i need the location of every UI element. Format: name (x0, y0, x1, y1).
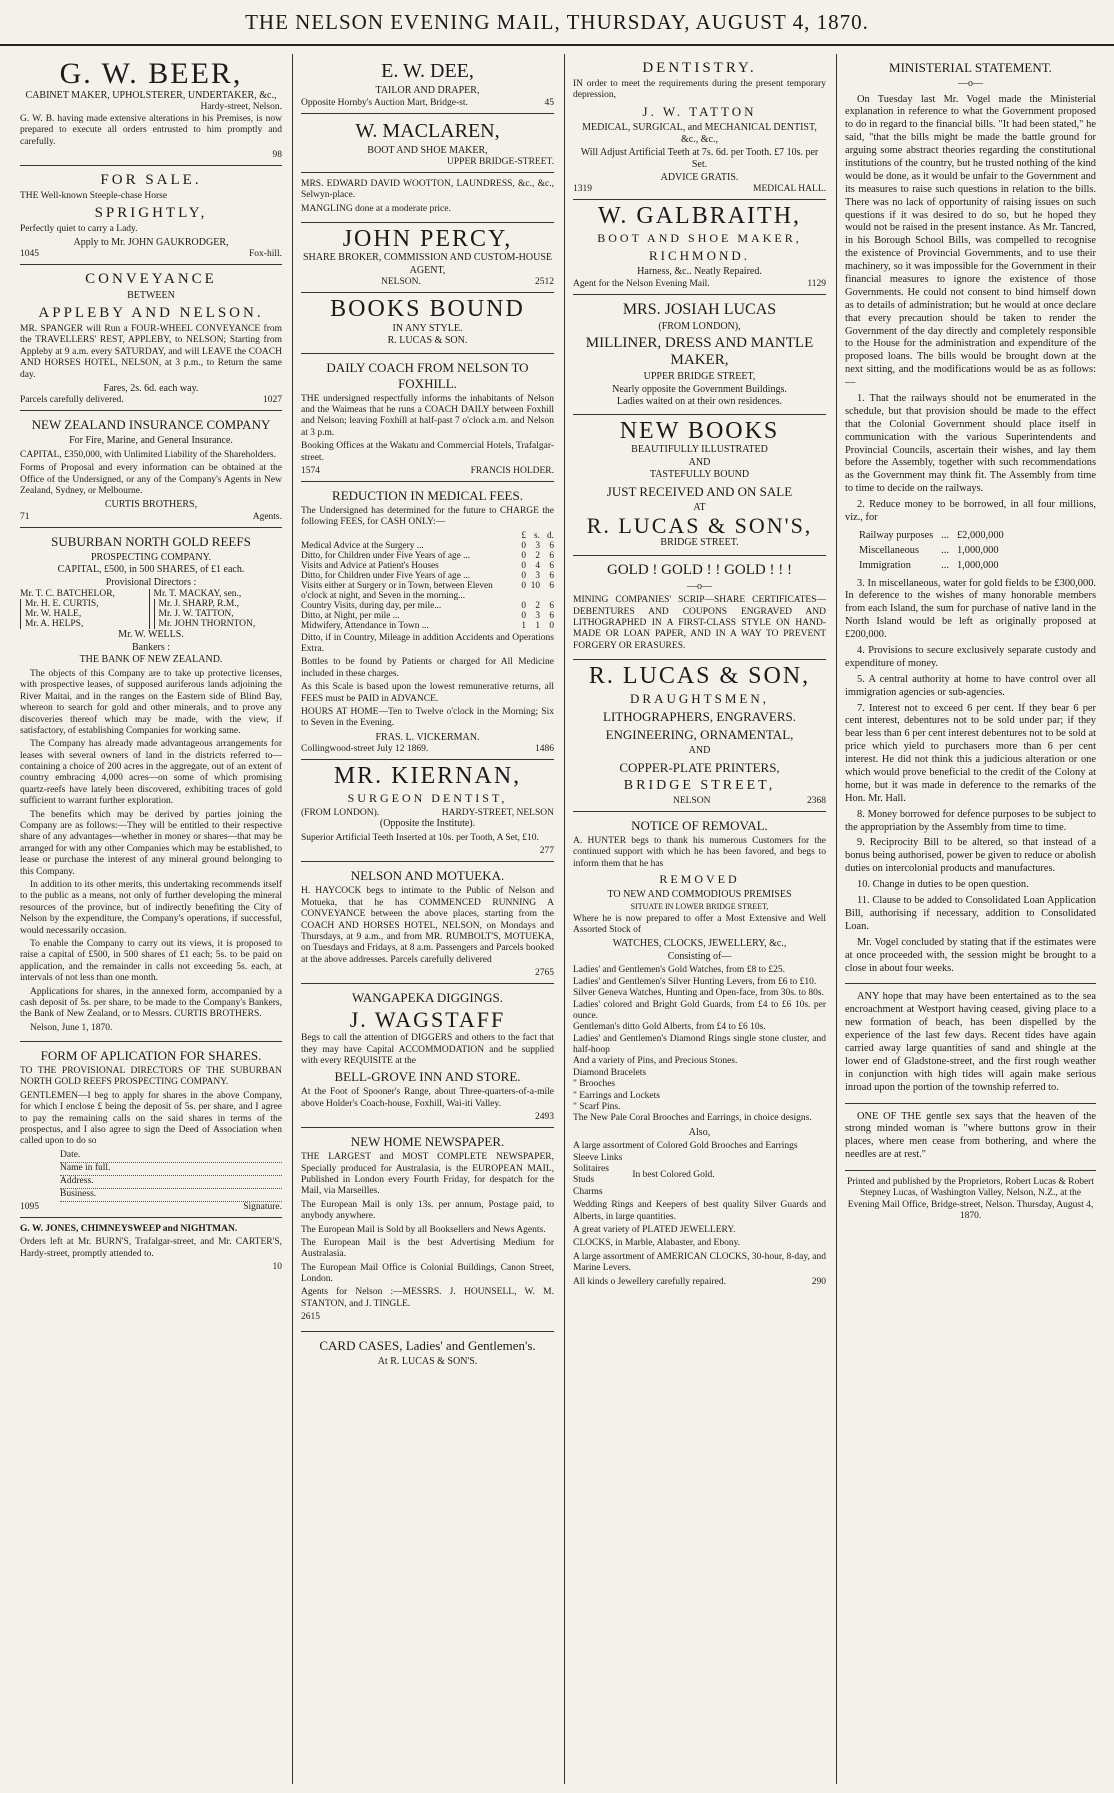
sale-text2: Perfectly quiet to carry a Lady. (20, 223, 138, 234)
removal-american: A large assortment of AMERICAN CLOCKS, 30-hour, 8-day, and Marine Levers. (573, 1251, 826, 1274)
coach-num: 1574 (301, 465, 320, 476)
article-p8: 8. Money borrowed for defence purposes to be subject to the appropriation by the Assembly from time to time. (845, 808, 1096, 833)
insurance-capital: CAPITAL, £350,000, with Unlimited Liability of the Shareholders. (20, 449, 276, 460)
suburban-dirs-label: Provisional Directors : (105, 576, 197, 588)
form-num: 1095 (20, 1201, 39, 1212)
form-name-field: Name in full. (60, 1163, 282, 1176)
suburban-p1: The objects of this Company are to take up protective licenses, with prospective leases, of supposed auriferous lands adjoining the River Maitai, and in the ranges on the Eastern side of Blind Bay, whereon to search for gold and other minerals, and to prove any discoveries thereof which may be made, with the view, if satisfactory, of establishing Companies for working same. (20, 668, 282, 736)
list-item: Studs (573, 1175, 595, 1186)
newhome-text: THE LARGEST and MOST COMPLETE NEWSPAPER, Specially produced for Australasia, is the EUROPEAN MAIL, Published in London every Fourth Friday, for despatch for the Mail, via Marseilles. (301, 1152, 554, 1197)
ad-kiernan (301, 760, 554, 862)
fees-row: Visits and Advice at Patient's Houses 0 4 6 (301, 560, 554, 571)
dentistry-advice: ADVICE GRATIS. (660, 171, 739, 183)
article-p14: ONE OF THE gentle sex says that the heaven of the strong minded woman is "where buttons grow in their places, where men cease from bothering, and where the needles are at rest." (845, 1110, 1096, 1161)
jones-text: Orders left at Mr. BURN'S, Trafalgar-street, and Mr. CARTER'S, Hardy-street, promptly attended to. (20, 1237, 282, 1259)
fees-head-pence: d. (547, 530, 554, 541)
wangapeka-name: J. WAGSTAFF (349, 1007, 506, 1033)
imprint (845, 1171, 1096, 1230)
form-date-field: Date. (60, 1150, 282, 1163)
insurance-role: Agents. (252, 511, 282, 522)
jones-name: G. W. JONES, CHIMNEYSWEEP and NIGHTMAN. (20, 1223, 238, 1234)
lucasson-l4: COPPER-PLATE PRINTERS, (619, 759, 780, 775)
ad-form (20, 1042, 282, 1218)
fees-sign: FRAS. L. VICKERMAN. (375, 731, 480, 743)
suburban-bankers-label: Bankers : (131, 641, 171, 653)
wangapeka-inn: BELL-GROVE INN AND STORE. (334, 1069, 521, 1085)
fees-row: Midwifery, Attendance in Town ... 1 1 0 (301, 620, 554, 631)
removal-items (573, 965, 826, 1124)
conveyance-num: 1027 (263, 395, 282, 406)
removal-num: 290 (811, 1276, 826, 1287)
lucasson-l1: DRAUGHTSMEN, (630, 691, 769, 707)
dentistry-num: 1319 (573, 184, 592, 195)
form-text: GENTLEMEN—I beg to apply for shares in the above Company, for which I enclose £ being the deposit of 5s. per share, and I agree to pay the remaining calls on the said shares in terms of the prospectus, and I also agree to sign the Deed of Association when called upon to do so (20, 1090, 282, 1147)
mrslucas-name: MRS. JOSIAH LUCAS (622, 300, 777, 318)
insurance-text: Forms of Proposal and every information can be obtained at the Office of the Undersigned, or any of the Company's Agents in New Zealand, Sydney, or Melbourne. (20, 463, 282, 497)
kiernan-num: 277 (539, 846, 554, 857)
fees-bottles: Bottles to be found by Patients or charged for All Medicine included in these charges. (301, 657, 554, 679)
newbooks-l3: JUST RECEIVED AND ON SALE (606, 483, 793, 499)
ad-insurance (20, 411, 282, 528)
newbooks-at: AT (693, 501, 706, 513)
table-row: Railway purposes ... £2,000,000 (859, 529, 1004, 541)
coach-text2: Booking Offices at the Wakatu and Commercial Hotels, Trafalgar-street. (301, 441, 554, 463)
ad-suburban (20, 528, 282, 1042)
ad-conveyance (20, 265, 282, 411)
conveyance-title: CONVEYANCE (85, 271, 217, 288)
maclaren-trade: BOOT AND SHOE MAKER, (367, 144, 488, 156)
motueka-text: H. HAYCOCK begs to intimate to the Public of Nelson and Motueka, that he has COMMENCED RUNNING A CONVEYANCE between the above places, starting from the COACH AND HORSES HOTEL, NELSON, on Mondays and Thursdays, at 9 a.m., and from MR. RUMBOLT'S, MOTUEKA, on Tuesdays and Fridays, at 8 a.m. Passengers and Parcels booked at the above addresses. Parcels carefully delivered (301, 886, 554, 965)
galbraith-place: RICHMOND. (648, 248, 751, 264)
fees-title: REDUCTION IN MEDICAL FEES. (332, 487, 523, 503)
mrslucas-trade: MILLINER, DRESS AND MANTLE MAKER, (585, 335, 814, 369)
percy-num: 2512 (535, 277, 554, 288)
kiernan-address: HARDY-STREET, NELSON (441, 808, 554, 819)
ad-wangapeka (301, 984, 554, 1128)
wangapeka-text: Begs to call the attention of DIGGERS and others to the fact that they may have Capital ACCOMMODATION and be supplied with every REQUISITE at the (301, 1033, 554, 1066)
conveyance-text: MR. SPANGER will Run a FOUR-WHEEL CONVEYANCE from the TRAVELLERS' REST, APPLEBY, to NELSON; Starting from Appleby at 9 a.m. every SATURDAY, and will LEAVE the COACH AND HORSES HOTEL, NELSON, at 3 p.m., to Return the same day. (20, 323, 282, 380)
removal-also: Also, (688, 1126, 711, 1138)
masthead-title: THE NELSON EVENING MAIL, THURSDAY, AUGUST 4, 1870. (245, 10, 869, 34)
ad-jones (20, 1218, 282, 1277)
suburban-capital: CAPITAL, £500, in 500 SHARES, of £1 each. (57, 564, 245, 576)
dee-num: 45 (544, 97, 554, 108)
removal-plated: A great variety of PLATED JEWELLERY. (573, 1225, 736, 1236)
column-3 (564, 54, 834, 1784)
ad-coach (301, 354, 554, 482)
form-title: FORM OF APLICATION FOR SHARES. (40, 1048, 262, 1064)
percy-place: NELSON. (381, 277, 421, 288)
list-item: Silver Geneva Watches, Hunting and Open-face, from 30s. to 80s. (573, 988, 825, 999)
suburban-p5: To enable the Company to carry out its views, it is proposed to raise a capital of £500, in 500 shares of £1 each; 5s. to be paid on application, and the remainder in calls not exceeding 5s. each, at intervals of not less than one month. (20, 938, 282, 984)
gold-text: MINING COMPANIES' SCRIP—SHARE CERTIFICATES—DEBENTURES AND COUPONS ENGRAVED AND LITHOGRAPHED IN A FIRST-CLASS STYLE ON HAND-MADE OR LOAN PAPER, AND IN A WAY TO PREVENT FORGERY OR ERASURES. (573, 595, 826, 651)
ad-new-books (573, 415, 826, 556)
suburban-p2: The Company has already made advantageous arrangements for leases with several owners of land in the districts referred to—containing a choice of 200 acres in the aggregate, out of an extent of country embracing 4,000 acres—on some of which promising quartz-reefs have lately been discovered, exhibiting traces of gold sufficient to warrant further exploration. (20, 739, 282, 807)
mrslucas-text2: Ladies waited on at their own residences. (616, 396, 783, 408)
newbooks-l1: BEAUTIFULLY ILLUSTRATED (631, 444, 768, 456)
newbooks-title: NEW BOOKS (619, 417, 780, 444)
fees-row: Ditto, for Children under Five Years of age ... 0 3 6 (301, 570, 554, 581)
divider-o: —o— (687, 580, 712, 592)
table-row: Miscellaneous ... 1,000,000 (859, 544, 999, 556)
mrslucas-text: Nearly opposite the Government Buildings. (612, 383, 787, 395)
maclaren-name: W. MACLAREN, (355, 119, 500, 142)
percy-name: JOHN PERCY, (342, 226, 513, 253)
coach-sign: FRANCIS HOLDER. (470, 465, 554, 476)
list-item: A large assortment of Colored Gold Brooches and Earrings (573, 1141, 798, 1152)
article-westport (845, 984, 1096, 1103)
sale-horse: SPRIGHTLY, (94, 204, 208, 221)
galbraith-num: 1129 (807, 278, 826, 289)
newbooks-address: BRIDGE STREET. (660, 537, 739, 549)
lucasson-name: R. LUCAS & SON, (588, 663, 811, 690)
conveyance-places: APPLEBY AND NELSON. (38, 304, 264, 321)
article-p9: 9. Reciprocity Bill to be altered, so that instead of a bonus being authorised, power be given to reduce or abolish duties on intercolonial products and manufactures. (845, 837, 1096, 875)
column-2 (292, 54, 562, 1784)
fees-scale: As this Scale is based upon the lowest remunerative returns, all FEES must be PAID in ADVANCE. (301, 682, 554, 704)
form-business-field: Business. (60, 1189, 282, 1202)
removal-text: A. HUNTER begs to thank his numerous Customers for the continued support with which he has been favored, and begs to inform them that he has (573, 835, 826, 869)
list-item: Ladies' colored and Bright Gold Guards, from £4 to £6 10s. per ounce. (573, 999, 826, 1021)
sale-place: Fox-hill. (249, 249, 282, 260)
list-item: " Earrings and Lockets (573, 1090, 660, 1101)
form-to: TO THE PROVISIONAL DIRECTORS OF THE SUBURBAN NORTH GOLD REEFS PROSPECTING COMPANY. (20, 1066, 282, 1088)
director: Mr. T. C. BATCHELOR, (20, 589, 115, 600)
removal-situate: SITUATE IN LOWER BRIDGE STREET, (630, 901, 769, 911)
list-item: Gentleman's ditto Gold Alberts, from £4 to £6 10s. (573, 1022, 766, 1033)
fees-intro: The Undersigned has determined for the future to CHARGE the following FEES, for CASH ONLY:— (301, 505, 554, 528)
lucasson-l5: BRIDGE STREET, (623, 777, 776, 793)
sale-text1: THE Well-known Steeple-chase Horse (20, 191, 168, 202)
lucasson-place: NELSON (673, 795, 711, 806)
newhome-text3: The European Mail is Sold by all Booksellers and News Agents. (301, 1224, 546, 1235)
article-p3: 2. Reduce money to be borrowed, in all four millions, viz., for (845, 499, 1096, 523)
beer-text: G. W. B. having made extensive alterations in his Premises, is now prepared to execute all orders entrusted to him promptly and carefully. (20, 114, 282, 147)
list-item: And a variety of Pins, and Precious Stones. (573, 1056, 738, 1067)
galbraith-name: W. GALBRAITH, (597, 203, 802, 230)
newbooks-name: R. LUCAS & SON'S, (586, 513, 813, 539)
suburban-p6: Applications for shares, in the annexed form, accompanied by a cash deposit of 5s. per share, to be made to the Company's Bankers, the Bank of New Zealand, or to Messrs. CURTIS BROTHERS. (20, 986, 282, 1020)
dentistry-title: DENTISTRY. (642, 60, 757, 76)
suburban-directors (20, 589, 282, 629)
suburban-bankers: THE BANK OF NEW ZEALAND. (79, 654, 223, 666)
list-item: Diamond Bracelets (573, 1067, 647, 1078)
removal-items2 (573, 1141, 826, 1198)
gold-title: GOLD ! GOLD ! ! GOLD ! ! ! (607, 561, 792, 578)
ad-motueka (301, 862, 554, 984)
beer-num: 98 (272, 150, 282, 161)
removal-wedding: Wedding Rings and Keepers of best quality Silver Guards and Alberts, in large quantities. (573, 1200, 826, 1222)
rates-table (857, 528, 1012, 575)
wangapeka-num: 2493 (535, 1112, 554, 1123)
kiernan-opp: (Opposite the Institute). (379, 818, 476, 830)
dentistry-text: IN order to meet the requirements during the present temporary depression, (573, 79, 826, 101)
article-p1: On Tuesday last Mr. Vogel made the Ministerial explanation in reference to what the Government proposed to do in regard to the financial bills. "It had been stated," he said, "that the bills might be made the battle ground for arguing some abstract theories regarding the constitutional institutions of the country, but he trusted nothing of the kind would be done, as it would be unfair to the Government and its measures to raise such questions in relation to the bills. There was no lack of opportunity of raising issues on such questions if it was desired to do so, but he hoped they would not be raised in the present instance. As Mr. Tancred, in his Borough School Bills, was compelled to recognise the existence of Provincial Governments, and to use their machinery, so it was impossible for the Government in their financial measures to ignore the existence of those Governments. He could not consent to bind himself down as to details of administration; but he would at once declare that every precaution should be taken to render the Government of the day directly and completely responsible to the House for the administration and expenditure of the proposed loans. The bills would be brought down at the next sitting, and the modifications would be as as follows:— (845, 93, 1096, 389)
director: Mr. J. SHARP, R.M., (154, 599, 283, 609)
beer-address: Hardy-street, Nelson. (200, 102, 282, 112)
ad-card-cases (301, 1332, 554, 1374)
article-p12: Mr. Vogel concluded by stating that if the estimates were at once proceeded with, the session might be brought to a close in about four weeks. (845, 936, 1096, 974)
newhome-text5: The European Mail Office is Colonial Buildings, Canon Street, London. (301, 1262, 554, 1285)
ad-gold (573, 556, 826, 660)
fees-hours: HOURS AT HOME—Ten to Twelve o'clock in the Morning; Six to Seven in the Evening. (301, 707, 554, 729)
article-p6: 5. A central authority at home to have control over all immigration agencies or sub-agencies. (845, 673, 1096, 698)
dee-name: E. W. DEE, (381, 60, 474, 82)
insurance-title: NEW ZEALAND INSURANCE COMPANY (31, 417, 271, 433)
ad-dentistry (573, 54, 826, 200)
sale-apply: Apply to Mr. JOHN GAUKRODGER, (73, 236, 229, 248)
lucasson-num: 2368 (807, 795, 826, 806)
removal-title: NOTICE OF REMOVAL. (631, 817, 768, 833)
director: Mr. J. W. TATTON, (154, 609, 283, 619)
article-p2: 1. That the railways should not be enumerated in the schedule, but that provision should be made to the effect that the Colonial Government should place itself in communication with the various Superintendents and Provincial Councils, ascertain their wishes, and lay them before the Assembly, together with such recommendations as the Government may think fit. The Assembly from time to time to decide on the railways. (845, 392, 1096, 495)
director: Mr. W. HALE, (20, 609, 149, 619)
ad-for-sale (20, 166, 282, 265)
insurance-sub: For Fire, Marine, and General Insurance. (69, 435, 233, 447)
dentistry-name: J. W. TATTON (642, 103, 757, 119)
newhome-agents: Agents for Nelson :—MESSRS. J. HOUNSELL, W. M. STANTON, and J. TINGLE. (301, 1287, 554, 1309)
fees-row: Medical Advice at the Surgery ... 0 3 6 (301, 540, 554, 551)
dee-trade: TAILOR AND DRAPER, (375, 85, 480, 96)
lucasson-l2: LITHOGRAPHERS, ENGRAVERS. (603, 709, 796, 725)
director: Mr. T. MACKAY, sen., (153, 589, 242, 600)
ad-galbraith (573, 200, 826, 295)
ad-new-home (301, 1128, 554, 1331)
fees-date: Collingwood-street July 12 1869. (301, 744, 429, 755)
beer-trade: CABINET MAKER, UPHOLSTERER, UNDERTAKER, &c., (25, 89, 277, 101)
article-p13: ANY hope that may have been entertained as to the sea encroachment at Westport having ceased, giving place to a new formation of beach, has been dispelled by the experience of the last few days. Recent tides have again carried away large quantities of sand and shingle at the lower end of Gladstone-street, and the first rough weather in conjunction with high tides will again make serious inroad upon the portion of the township referred to. (845, 991, 1096, 1093)
list-item: " Scarf Pins. (573, 1102, 621, 1113)
director: Mr. H. E. CURTIS, (20, 599, 149, 609)
cards-at: At R. LUCAS & SON'S. (377, 1355, 478, 1367)
insurance-agents: CURTIS BROTHERS, (104, 499, 198, 511)
removal-repaired: All kinds o Jewellery carefully repaired. (573, 1276, 726, 1287)
removal-text2: Where he is now prepared to offer a Most Extensive and Well Assorted Stock of (573, 913, 826, 935)
cards-title: CARD CASES, Ladies' and Gentlemen's. (319, 1337, 536, 1353)
books-sub: IN ANY STYLE. (392, 322, 463, 334)
list-item: Ladies' and Gentlemen's Gold Watches, from £8 to £25. (573, 965, 785, 976)
maclaren-address: UPPER BRIDGE-STREET. (447, 157, 554, 167)
masthead (0, 0, 1114, 46)
ad-lucas-son (573, 660, 826, 812)
conveyance-fares: Fares, 2s. 6d. each way. (103, 382, 199, 394)
fees-table (301, 531, 554, 631)
coach-text: THE undersigned respectfully informs the inhabitants of Nelson and the Waimeas that he runs a COACH DAILY between Foxhill and Nelson; leaving Foxhill at half-past 7 o'clock a.m. and Nelson at 3 p.m. (301, 393, 554, 438)
wootton-text: MRS. EDWARD DAVID WOOTTON, LAUNDRESS, &c., &c., Selwyn-place. (301, 179, 554, 201)
removal-to: TO NEW AND COMMODIOUS PREMISES (607, 889, 792, 901)
wangapeka-title: WANGAPEKA DIGGINGS. (352, 990, 503, 1006)
kiernan-trade: SURGEON DENTIST, (347, 791, 508, 806)
fees-head-pounds: £ (521, 530, 526, 541)
fees-row: Ditto, at Night, per mile ... 0 3 6 (301, 610, 554, 621)
table-row: Immigration ... 1,000,000 (859, 559, 999, 571)
dentistry-text2: Will Adjust Artificial Teeth at 7s. 6d. per Tooth. £7 10s. per Set. (580, 146, 819, 171)
newbooks-and: AND (688, 456, 711, 468)
list-item: Sleeve Links (573, 1152, 623, 1163)
beer-name: G. W. BEER, (59, 57, 243, 90)
ad-percy (301, 223, 554, 293)
article-title: MINISTERIAL STATEMENT. (889, 60, 1052, 75)
article-gentle-sex (845, 1104, 1096, 1172)
ad-medical-fees (301, 482, 554, 760)
conveyance-between: BETWEEN (127, 290, 175, 302)
suburban-sub: PROSPECTING COMPANY. (90, 551, 212, 563)
article-p5: 4. Provisions to secure exclusively separate custody and expenditure of money. (845, 645, 1096, 669)
ad-removal (573, 812, 826, 1292)
fees-head-shillings: s. (534, 530, 540, 541)
director: Mr. W. WELLS. (118, 629, 184, 641)
list-item: Charms (573, 1186, 603, 1197)
fees-row: Visits either at Surgery or in Town, between Eleven o'clock at night, and Seven in the morning... 0 10 6 (301, 580, 554, 601)
suburban-p4: In addition to its other merits, this undertaking recommends itself to the public as a means, not only of further developing the mineral resources of the province, but of indirectly benefiting the City of Nelson by the expenditure, the Company's operations, if successful, would necessarily occasion. (20, 880, 282, 936)
newhome-num: 2615 (301, 1312, 320, 1323)
sale-num: 1045 (20, 249, 39, 260)
column-4 (836, 54, 1104, 1784)
insurance-num: 71 (20, 511, 30, 522)
ad-mrs-lucas (573, 295, 826, 415)
director: Mr. JOHN THORNTON, (154, 619, 283, 629)
fees-row: Country Visits, during day, per mile... 0 2 6 (301, 600, 554, 611)
fees-num: 1486 (535, 744, 554, 755)
fees-extra: Ditto, if in Country, Mileage in addition Accidents and Operations Extra. (301, 632, 554, 655)
mrslucas-from: (FROM LONDON), (658, 320, 741, 332)
article-p7: 7. Interest not to exceed 6 per cent. If they bear 6 per cent interest, debentures not to be sold under par; if they bear less than 6 per cent interest debentures not to be sold at price which yield to purchasers more than 6 per cent interest. He did not think this a judicious alteration or one which would prove beneficial to the credit of the Colony at home, but it was made in deference to the remarks of the Hon. Mr. Hall. (845, 702, 1096, 804)
divider-o: —o— (958, 78, 983, 89)
ad-wootton (301, 173, 554, 223)
mrslucas-address: UPPER BRIDGE STREET, (643, 371, 756, 383)
lucasson-and: AND (688, 745, 711, 757)
form-signature: Signature. (243, 1201, 282, 1212)
article-ministerial (845, 54, 1096, 984)
books-title: BOOKS BOUND (330, 296, 525, 323)
dentistry-trade: MEDICAL, SURGICAL, and MECHANICAL DENTIST, &c., &c., (582, 121, 817, 146)
books-by: R. LUCAS & SON. (387, 335, 468, 347)
article-p4: 3. In miscellaneous, water for gold fields to be £300,000. In deference to the wishes of many honorable members from each Island, the sum for purchase of native land in the North Island would be left as originally proposed at £200,000. (845, 577, 1096, 641)
dee-address: Opposite Hornby's Auction Mart, Bridge-st. (301, 97, 468, 108)
kiernan-text: Superior Artificial Teeth Inserted at 10s. per Tooth, A Set, £10. (301, 832, 539, 843)
motueka-title: NELSON AND MOTUEKA. (350, 868, 505, 884)
list-item: " Brooches (573, 1079, 616, 1090)
ad-books-bound (301, 293, 554, 353)
ad-dee (301, 54, 554, 114)
kiernan-from: (FROM LONDON). (301, 808, 380, 819)
lucasson-l3: ENGINEERING, ORNAMENTAL, (605, 727, 794, 743)
suburban-title: SUBURBAN NORTH GOLD REEFS (51, 533, 251, 549)
percy-trade: SHARE BROKER, COMMISSION AND CUSTOM-HOUSE AGENT, (302, 252, 553, 276)
form-address-field: Address. (60, 1176, 282, 1189)
imprint-text: Printed and published by the Proprietors, Robert Lucas & Robert Stepney Lucas, of Washington Valley, Nelson, N.Z., at the Evening Mail Office, Bridge-street, Nelson. Thursday, August 4, 1870. (847, 1177, 1094, 1222)
jones-num: 10 (272, 1261, 282, 1272)
article-p11: 11. Clause to be added to Consolidated Loan Application Bill, authorising if necessary, addition to Consolidated Loan. (845, 895, 1096, 932)
removal-best: In best Colored Gold. (632, 1169, 715, 1180)
suburban-date: Nelson, June 1, 1870. (30, 1022, 113, 1033)
sale-title: FOR SALE. (100, 172, 202, 189)
list-item: The New Pale Coral Brooches and Earrings, in choice designs. (573, 1113, 812, 1124)
removal-consisting: Consisting of— (667, 950, 732, 962)
galbraith-trade: BOOT AND SHOE MAKER, (597, 231, 802, 246)
removal-removed: REMOVED (659, 872, 740, 887)
list-item: Ladies' and Gentlemen's Diamond Rings single stone cluster, and half-hoop (573, 1033, 826, 1056)
kiernan-name: MR. KIERNAN, (333, 763, 522, 790)
newbooks-l2: TASTEFULLY BOUND (649, 469, 750, 481)
removal-clocks: CLOCKS, in Marble, Alabaster, and Ebony. (573, 1238, 741, 1249)
suburban-p3: The benefits which may be derived by parties joining the Company are as follows:—They will be entitled to their respective share of any advantages—whether in money or shares—that may be arranged for with any other Companies which may be established, to lease or purchase the interest of any mineral ground belonging to this Company. (20, 809, 282, 877)
wangapeka-text2: At the Foot of Spooner's Range, about Three-quarters-of-a-mile above Holder's Coach-house, Foxhill, Wai-iti Valley. (301, 1087, 554, 1109)
galbraith-agent: Agent for the Nelson Evening Mail. (573, 278, 710, 289)
newhome-text2: The European Mail is only 13s. per annum, Postage paid, to anybody anywhere. (301, 1199, 554, 1222)
conveyance-parcels: Parcels carefully delivered. (20, 395, 124, 406)
newhome-text4: The European Mail is the best Advertising Medium for Australasia. (301, 1237, 554, 1260)
director: Mr. A. HELPS, (20, 619, 149, 629)
removal-stock: WATCHES, CLOCKS, JEWELLERY, &c., (612, 938, 787, 950)
dentistry-hall: MEDICAL HALL. (753, 184, 826, 195)
column-1 (12, 54, 290, 1784)
coach-title: DAILY COACH FROM NELSON TO FOXHILL. (326, 359, 529, 391)
article-p10: 10. Change in duties to be open question. (857, 879, 1029, 891)
ad-beer (20, 54, 282, 166)
list-item: Ladies' and Gentlemen's Silver Hunting Levers, from £6 to £10. (573, 976, 817, 987)
newhome-title: NEW HOME NEWSPAPER. (350, 1134, 505, 1150)
wootton-text2: MANGLING done at a moderate price. (301, 203, 451, 214)
ad-maclaren (301, 114, 554, 174)
fees-row: Ditto, for Children under Five Years of age ... 0 2 6 (301, 550, 554, 561)
list-item: Solitaires (573, 1164, 609, 1175)
motueka-num: 2765 (535, 968, 554, 979)
galbraith-text: Harness, &c.. Neatly Repaired. (637, 266, 762, 278)
